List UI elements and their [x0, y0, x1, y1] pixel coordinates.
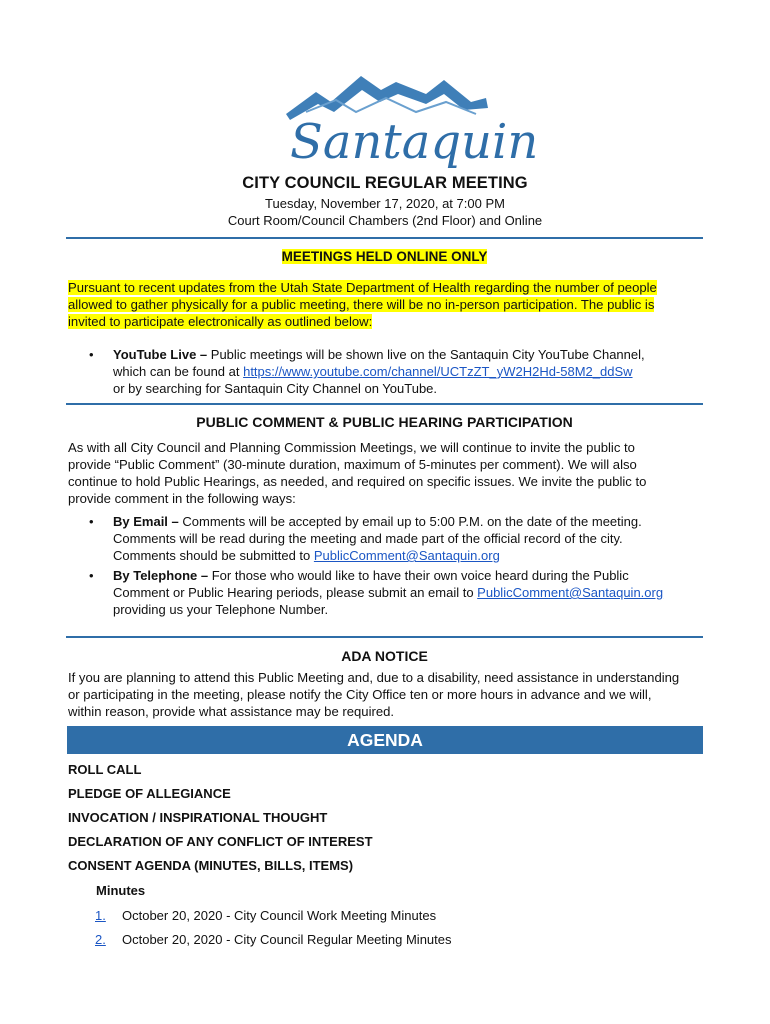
ada-heading: ADA NOTICE	[341, 648, 428, 664]
minutes-item-number[interactable]: 1.	[95, 908, 106, 923]
agenda-page: Santaquin CITY COUNCIL REGULAR MEETING Tuesday, November 17, 2020, at 7:00 PM Court Room/Council Chambers (2nd Floor) and Online MEETINGS HELD ONLINE ONLY Pursuant to recent updates from the Utah State Department of Health regarding the number of people allowed to gather physically for a public meeting, there will be no in-person participation. The public is invited to participate electronically as outlined below: • YouTube Live – Public meetings will be shown live on the Santaquin City YouTube Channel, which can be found at https://www.youtube.com/channel/UCTzZT_yW2H2Hd-58M2_ddSw or by searching for Santaquin City Channel on YouTube. PUBLIC COMMENT & PUBLIC HEARING PARTICIPATION As with all City Council and Planning Commission Meetings, we will continue to invite the public to provide “Public Comment” (30-minute duration, maximum of 5-minutes per comment). We will also continue to hold Public Hearings, as needed, and required on specific issues. We invite the public to provide comment in the following ways: • By Email – Comments will be accepted by email up to 5:00 P.M. on the date of the meeting. Comments will be read during the meeting and made part of the official record of the city. Comments should be submitted to PublicComment@Santaquin.org • By Telephone – For those who would like to have their own voice heard during the Public Comment or Public Hearing periods, please submit an email to PublicComment@Santaquin.org providing us your Telephone Number. ADA NOTICE If you are planning to attend this Public Meeting and, due to a disability, need assistance in understanding or participating in the meeting, please notify the City Office ten or more hours in advance and we will, within reason, provide what assistance may be required. AGENDA ROLL CALL PLEDGE OF ALLEGIANCE INVOCATION / INSPIRATIONAL THOUGHT DECLARATION OF ANY CONFLICT OF INTEREST CONSENT AGENDA (MINUTES, BILLS, ITEMS) Minutes 1. October 20, 2020 - City Council Work Meeting Minutes 2. October 20, 2020 - City Council Regular Meeting Minutes	[0, 0, 770, 1024]
email-label: By Email –	[113, 514, 179, 529]
youtube-link[interactable]: https://www.youtube.com/channel/UCTzZT_yW2H2Hd-58M2_ddSw	[243, 364, 633, 379]
telephone-email-link[interactable]: PublicComment@Santaquin.org	[477, 585, 664, 600]
santaquin-logo	[276, 72, 539, 172]
agenda-item-roll-call: ROLL CALL	[68, 762, 142, 777]
public-comment-heading: PUBLIC COMMENT & PUBLIC HEARING PARTICIPATION	[196, 414, 573, 430]
divider	[66, 403, 703, 405]
agenda-heading: AGENDA	[67, 726, 703, 754]
agenda-item-consent: CONSENT AGENDA (MINUTES, BILLS, ITEMS)	[68, 858, 354, 873]
meeting-datetime: Tuesday, November 17, 2020, at 7:00 PM	[265, 196, 505, 211]
agenda-item-conflict: DECLARATION OF ANY CONFLICT OF INTEREST	[68, 834, 373, 849]
telephone-label: By Telephone –	[113, 568, 209, 583]
minutes-heading: Minutes	[96, 883, 146, 898]
meeting-title: CITY COUNCIL REGULAR MEETING	[242, 174, 528, 192]
bullet-icon: •	[89, 347, 94, 362]
svg-text:Santaquin: Santaquin	[290, 114, 539, 170]
notice-line: Pursuant to recent updates from the Utah State Department of Health regarding the number of people	[68, 280, 657, 295]
divider	[66, 636, 703, 638]
minutes-item-text: October 20, 2020 - City Council Regular Meeting Minutes	[122, 932, 452, 947]
email-link[interactable]: PublicComment@Santaquin.org	[313, 548, 500, 563]
ada-notice: If you are planning to attend this Public Meeting and, due to a disability, need assistance in understanding or participating in the meeting, please notify the City Office ten or more hours in advance and we will, within reason, provide what assistance may be required.	[68, 670, 680, 719]
divider	[66, 237, 703, 239]
minutes-item-text: October 20, 2020 - City Council Work Meeting Minutes	[122, 908, 437, 923]
bullet-icon: •	[89, 568, 94, 583]
public-comment-intro: As with all City Council and Planning Commission Meetings, we will continue to invite the public to provide “Public Comment” (30-minute duration, maximum of 5-minutes per comment). We will also continue to hold Public Hearings, as needed, and required on specific issues. We invite the public to provide comment in the following ways:	[68, 440, 647, 506]
online-notice	[68, 279, 704, 330]
agenda-item-pledge: PLEDGE OF ALLEGIANCE	[68, 786, 231, 801]
bullet-icon: •	[89, 514, 94, 529]
youtube-label: YouTube Live –	[113, 347, 208, 362]
notice-line: invited to participate electronically as outlined below:	[68, 314, 373, 329]
online-only-heading: MEETINGS HELD ONLINE ONLY	[281, 249, 488, 264]
minutes-item-number[interactable]: 2.	[95, 932, 106, 947]
notice-line: allowed to gather physically for a public meeting, there will be no in-person participation. The public is	[68, 297, 655, 312]
meeting-location: Court Room/Council Chambers (2nd Floor) and Online	[227, 213, 543, 228]
agenda-item-invocation: INVOCATION / INSPIRATIONAL THOUGHT	[68, 810, 328, 825]
